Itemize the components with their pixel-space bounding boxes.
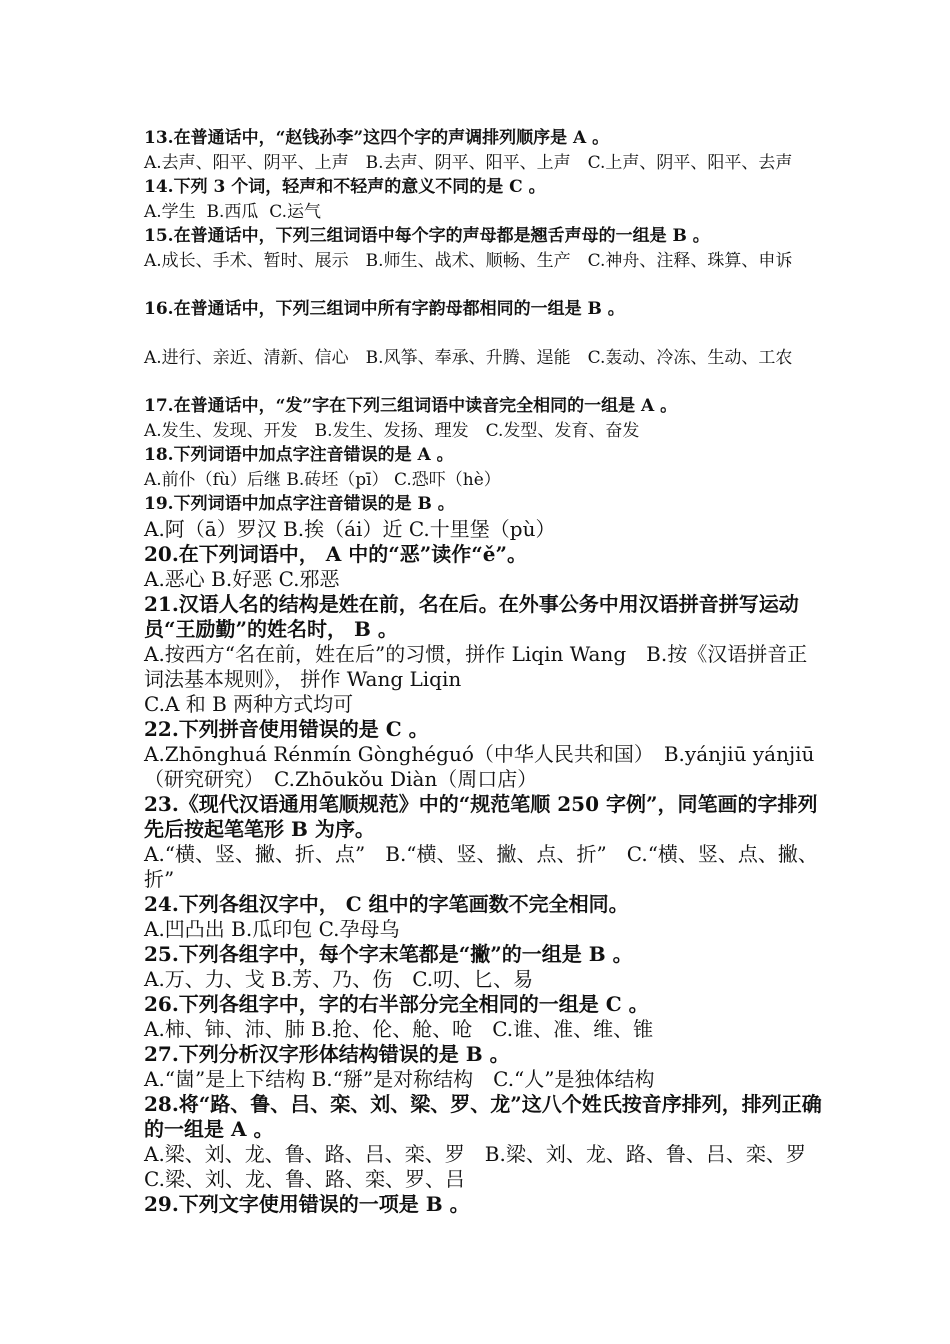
options-14: A.学生 B.西瓜 C.运气 — [144, 201, 321, 222]
options-21-c: C.A 和 B 两种方式均可 — [144, 691, 354, 716]
question-25: 25.下列各组字中，每个字末笔都是“撇”的一组是 B 。 — [144, 941, 633, 966]
question-24: 24.下列各组汉字中， C 组中的字笔画数不完全相同。 — [144, 891, 629, 916]
spacer — [144, 322, 824, 346]
options-23: A.“横、竖、撇、折、点” B.“横、竖、撇、点、折” C.“横、竖、点、撇、折” — [144, 841, 818, 891]
question-21: 21.汉语人名的结构是姓在前，名在后。在外事公务中用汉语拼音拼写运动员“王励勤”的姓名时， B 。 — [144, 591, 799, 641]
options-24: A.凹凸出 B.瓜印包 C.孕母乌 — [144, 916, 400, 941]
options-26: A.柿、铈、沛、肺 B.抢、伦、舱、呛 C.谁、准、维、锥 — [144, 1016, 654, 1041]
question-16: 16.在普通话中，下列三组词中所有字韵母都相同的一组是 B 。 — [144, 299, 625, 319]
question-18: 18.下列词语中加点字注音错误的是 A 。 — [144, 445, 454, 465]
question-28: 28.将“路、鲁、吕、栾、刘、梁、罗、龙”这八个姓氏按音序排列，排列正确的一组是 A 。 — [144, 1091, 822, 1141]
question-list — [144, 126, 824, 1217]
spacer — [144, 273, 824, 297]
options-16: A.进行、亲近、清新、信心 B.风筝、奉承、升腾、逞能 C.轰动、冷冻、生动、工农 — [144, 347, 793, 368]
question-20: 20.在下列词语中， A 中的“恶”读作“ě”。 — [144, 541, 527, 566]
question-27: 27.下列分析汉字形体结构错误的是 B 。 — [144, 1041, 510, 1066]
question-14: 14.下列 3 个词，轻声和不轻声的意义不同的是 C 。 — [144, 177, 546, 197]
question-23: 23.《现代汉语通用笔顺规范》中的“规范笔顺 250 字例”，同笔画的字排列先后按起笔笔形 B 为序。 — [144, 791, 818, 841]
question-19: 19.下列词语中加点字注音错误的是 B 。 — [144, 494, 455, 514]
question-22: 22.下列拼音使用错误的是 C 。 — [144, 716, 429, 741]
options-15: A.成长、手术、暂时、展示 B.师生、战术、顺畅、生产 C.神舟、注释、珠算、申诉 — [144, 250, 793, 271]
options-13: A.去声、阳平、阴平、上声 B.去声、阴平、阳平、上声 C.上声、阴平、阳平、去声 — [144, 152, 793, 173]
options-18: A.前仆（fù）后继 B.砖坯（pī） C.恐吓（hè） — [144, 469, 501, 490]
question-29: 29.下列文字使用错误的一项是 B 。 — [144, 1191, 470, 1216]
options-17: A.发生、发现、开发 B.发生、发扬、理发 C.发型、发育、奋发 — [144, 420, 640, 441]
options-28: A.梁、刘、龙、鲁、路、吕、栾、罗 B.梁、刘、龙、路、鲁、吕、栾、罗 C.梁、刘、龙、鲁、路、栾、罗、吕 — [144, 1141, 826, 1191]
options-22: A.Zhōnghuá Rénmín Gònghéguó（中华人民共和国） B.yánjiū yánjiū（研究研究） C.Zhōukǒu Diàn（周口店） — [144, 741, 815, 791]
question-15: 15.在普通话中，下列三组词语中每个字的声母都是翘舌声母的一组是 B 。 — [144, 226, 710, 246]
question-13: 13.在普通话中，“赵钱孙李”这四个字的声调排列顺序是 A 。 — [144, 128, 610, 148]
question-17: 17.在普通话中，“发”字在下列三组词语中读音完全相同的一组是 A 。 — [144, 396, 678, 416]
options-19: A.阿（ā）罗汉 B.挨（ái）近 C.十里堡（pù） — [144, 516, 556, 541]
question-26: 26.下列各组字中，字的右半部分完全相同的一组是 C 。 — [144, 991, 649, 1016]
options-21: A.按西方“名在前，姓在后”的习惯，拼作 Liqin Wang B.按《汉语拼音正词法基本规则》， 拼作 Wang Liqin — [144, 641, 808, 691]
options-25: A.万、力、戈 B.芳、乃、伤 C.叨、匕、易 — [144, 966, 534, 991]
options-20: A.恶心 B.好恶 C.邪恶 — [144, 566, 340, 591]
spacer — [144, 370, 824, 394]
options-27: A.“崮”是上下结构 B.“掰”是对称结构 C.“人”是独体结构 — [144, 1066, 655, 1091]
